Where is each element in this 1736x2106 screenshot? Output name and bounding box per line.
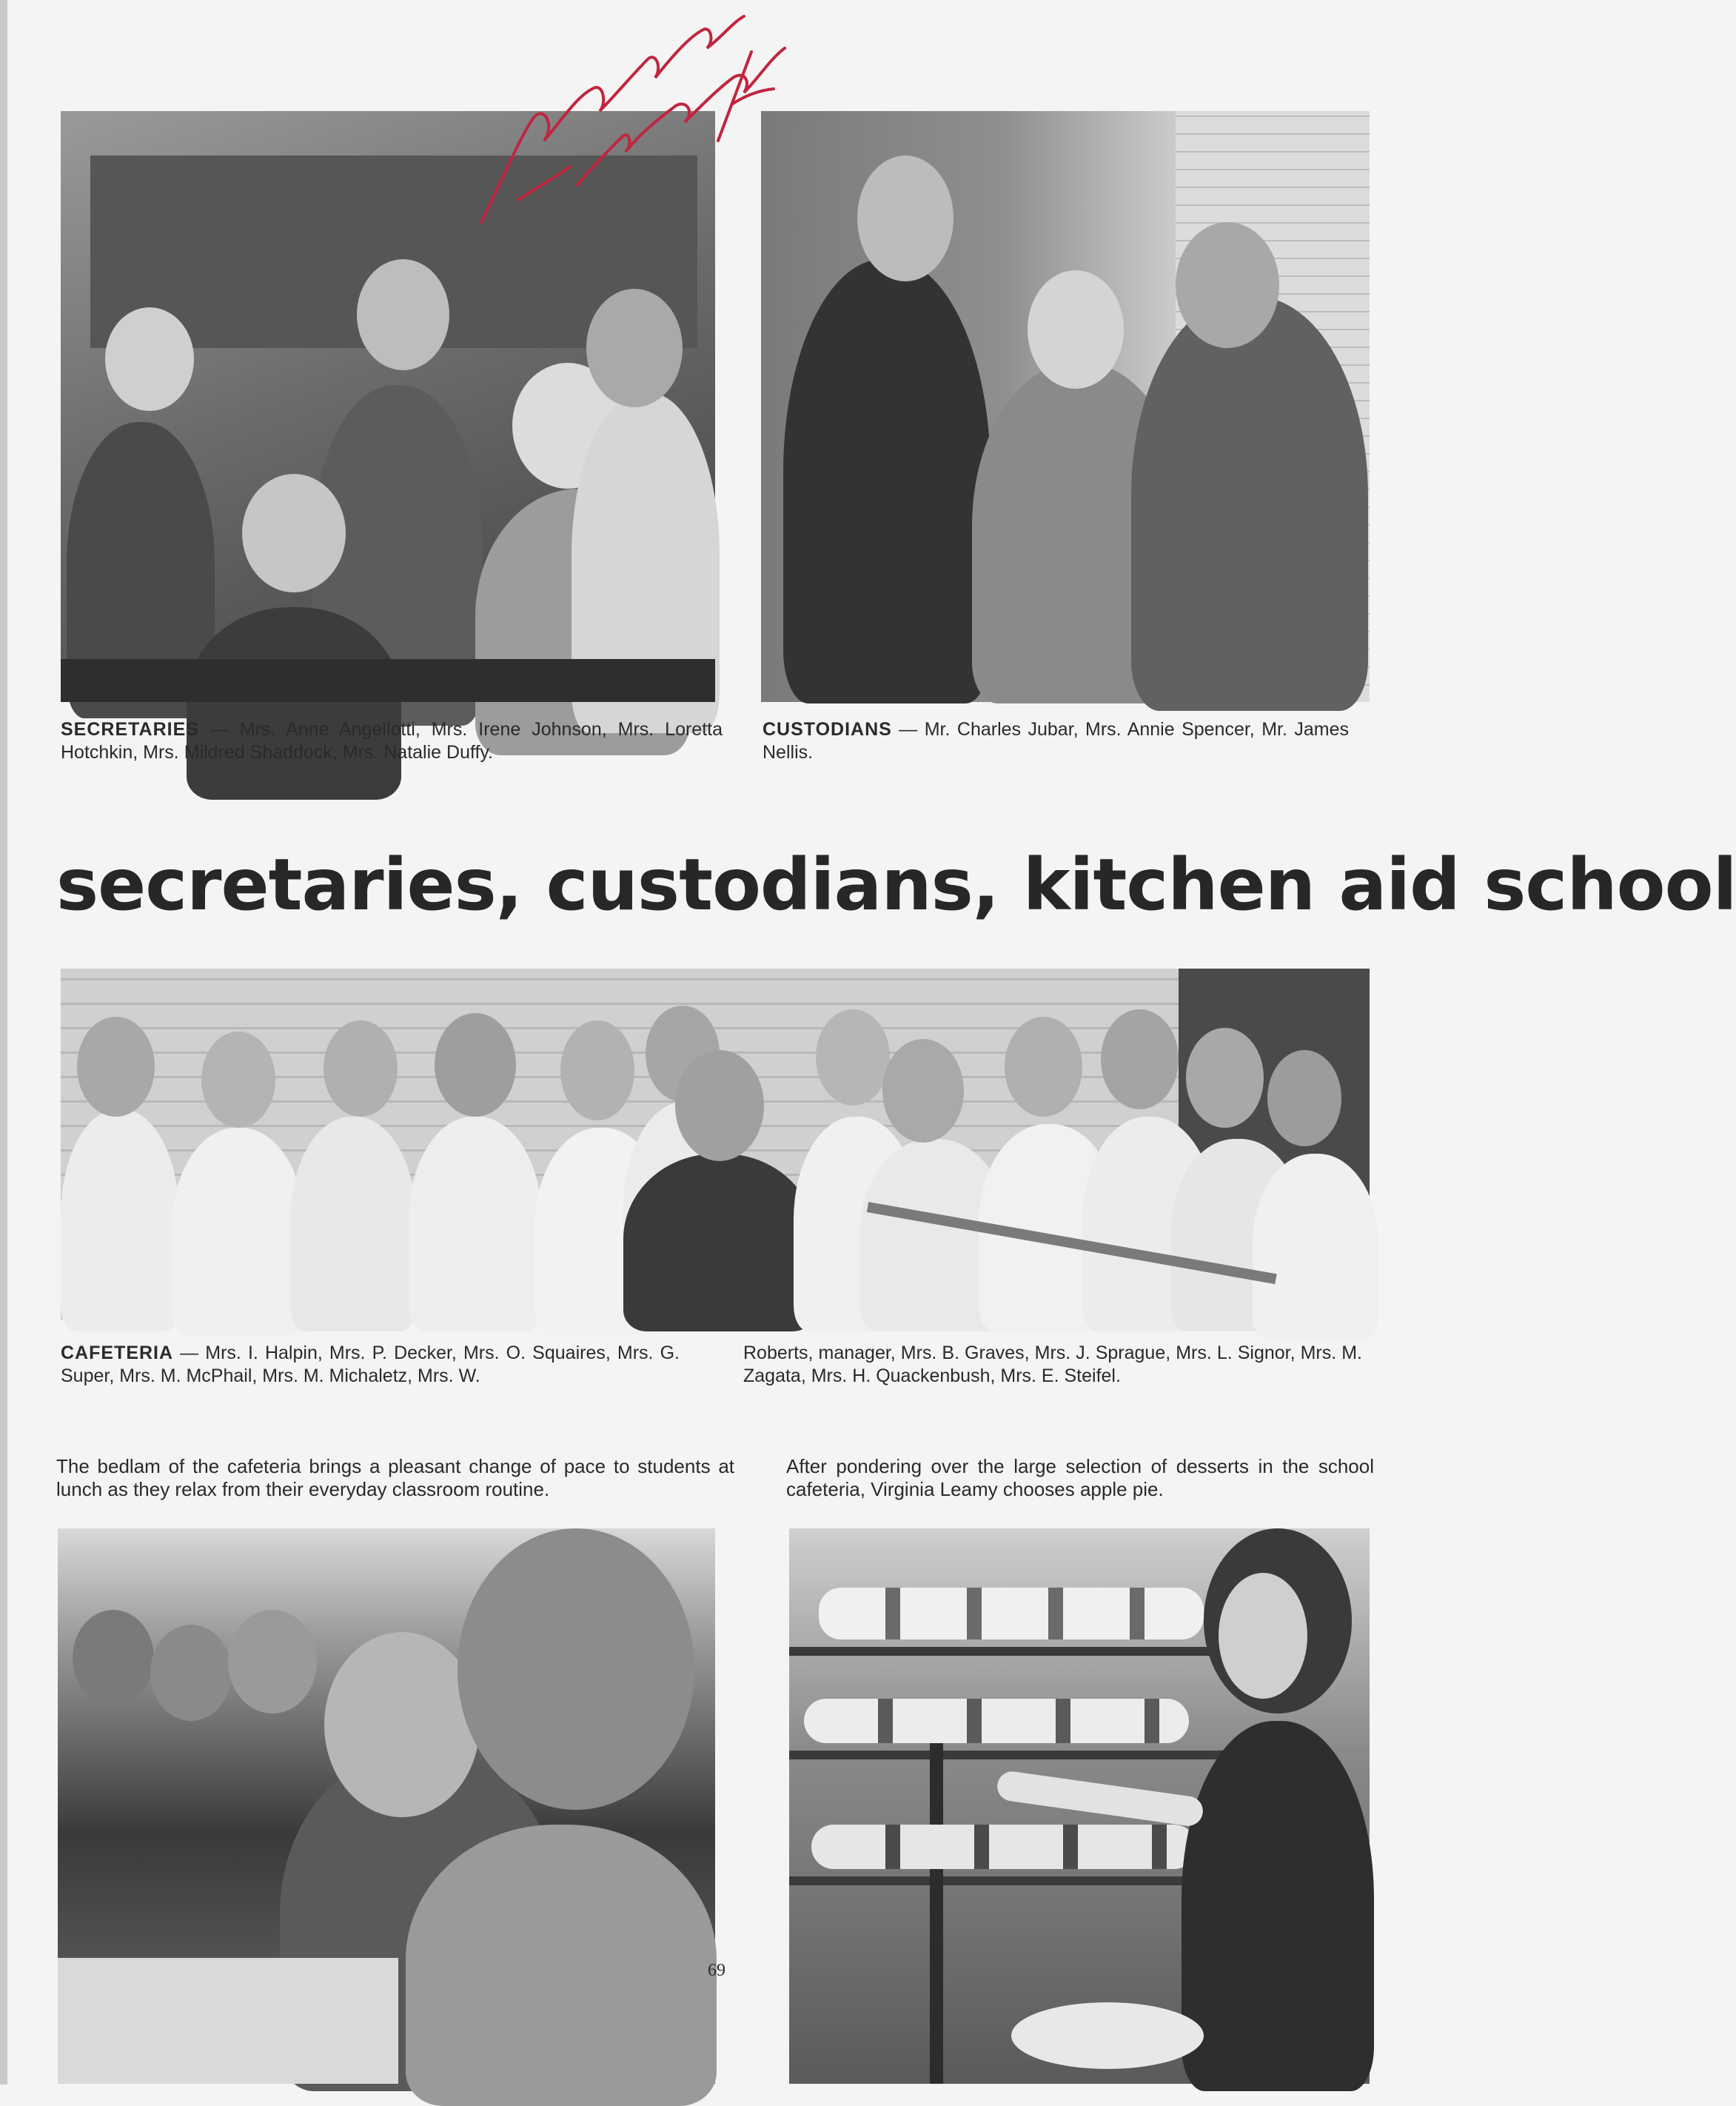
cafeteria-label: CAFETERIA (61, 1343, 174, 1363)
cafeteria-names-left: — Mrs. I. Halpin, Mrs. P. Decker, Mrs. O. Squaires, Mrs. G. Super, Mrs. M. McPhail, Mrs. M. Michaletz, Mrs. W. (61, 1343, 680, 1386)
cafeteria-names-right: Roberts, manager, Mrs. B. Graves, Mrs. J. Sprague, Mrs. L. Signor, Mrs. M. Zagata, Mrs. H. Quackenbush, Mrs. E. Steifel. (743, 1343, 1362, 1386)
secretaries-names: — Mrs. Anne Angellotti, Mrs. Irene Johnson, Mrs. Loretta Hotchkin, Mrs. Mildred Shaddock, Mrs. Natalie Duffy. (61, 719, 723, 763)
secretaries-caption (61, 718, 723, 764)
custodians-caption (763, 718, 1349, 764)
cafeteria-caption-left (61, 1342, 680, 1388)
page-edge (0, 0, 7, 2085)
page-headline: secretaries, custodians, kitchen aid school (56, 843, 1736, 926)
custodians-photo (761, 111, 1370, 702)
custodians-label: CUSTODIANS (763, 719, 892, 740)
dessert-paragraph: After pondering over the large selection of desserts in the school cafeteria, Virginia Leamy chooses apple pie. (786, 1455, 1374, 1500)
cafeteria-caption-right (743, 1342, 1362, 1388)
secretaries-label: SECRETARIES (61, 719, 199, 740)
students-lunch-photo (58, 1528, 715, 2084)
bedlam-paragraph: The bedlam of the cafeteria brings a pleasant change of pace to students at lunch as they relax from their everyday classroom routine. (56, 1455, 734, 1500)
handwritten-signature (474, 7, 792, 230)
page-number: 69 (708, 1961, 725, 1980)
dessert-line-photo (789, 1528, 1370, 2084)
cafeteria-staff-photo (61, 969, 1370, 1320)
custodians-names: — Mr. Charles Jubar, Mrs. Annie Spencer, Mr. James Nellis. (763, 719, 1349, 763)
